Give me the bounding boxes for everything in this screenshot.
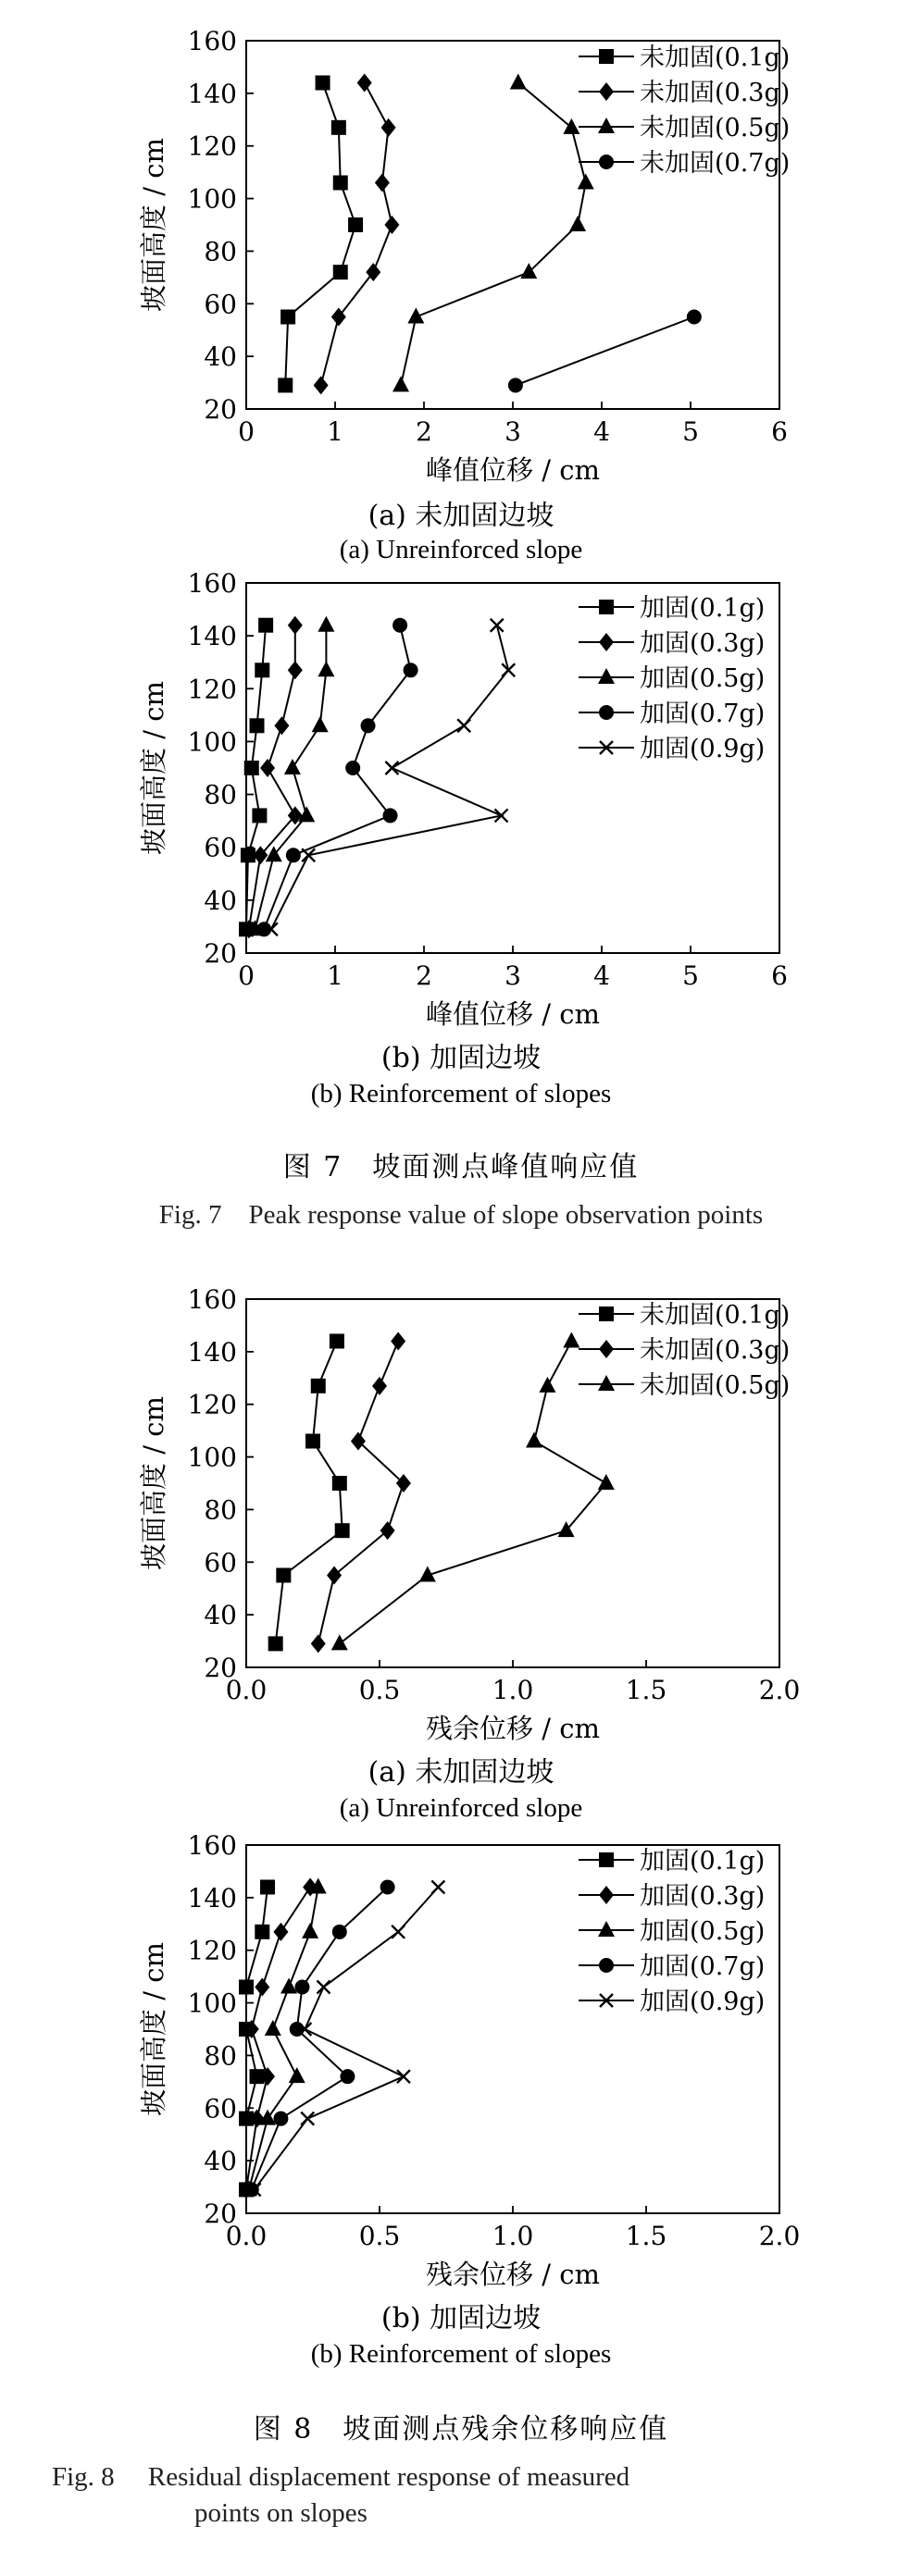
fig8b-series-4-point (244, 2182, 259, 2197)
fig7a-series-1-point (280, 310, 295, 325)
fig7b-legend-entry-5 (579, 735, 765, 763)
fig8a-series-3-point (526, 1432, 542, 1448)
fig8a-series-3 (331, 1331, 615, 1650)
fig8a-legend-entry-3 (579, 1371, 790, 1400)
fig7a-xtick-label: 2 (416, 416, 432, 447)
fig7b-series-5 (265, 619, 515, 936)
fig8b-legend-marker (598, 1921, 615, 1937)
fig7a-series-3-point (563, 118, 579, 134)
fig7a-xtick-label: 0 (238, 416, 255, 447)
fig7b-caption-en: (b) Reinforcement of slopes (310, 1079, 612, 1108)
fig8b-caption-cn: (b) 加固边坡 (380, 2302, 542, 2334)
fig7a-xtick-label: 5 (682, 416, 699, 447)
fig8b-ytick-label: 100 (187, 1988, 237, 2019)
fig8a-series-2-point (391, 1331, 405, 1350)
fig7a-legend-marker (599, 49, 614, 64)
fig7b-chart (138, 568, 788, 1030)
fig7a-series-3-line (401, 82, 586, 385)
fig8a-series-1-point (305, 1434, 320, 1449)
fig8a-legend-marker (598, 1375, 615, 1391)
fig7a-series-1 (278, 75, 363, 392)
fig7b-ytick-label: 100 (187, 726, 237, 758)
fig7b-series-4-line (264, 625, 410, 930)
fig8b-series-4-line (252, 1887, 388, 2189)
fig7a-legend-label: 未加固(0.5g) (640, 114, 791, 142)
fig7b-series-4-point (256, 922, 271, 936)
fig8b-series-4-point (340, 2069, 355, 2084)
fig7b-series-3-point (318, 616, 334, 632)
fig7b-legend-label: 加固(0.1g) (640, 594, 766, 623)
fig7a-xtick-label: 3 (505, 416, 521, 447)
fig7a-xtick-label: 4 (593, 416, 610, 447)
fig7-label-cn: 图 7 坡面测点峰值响应值 (282, 1151, 640, 1183)
fig8a-caption-en: (a) Unreinforced slope (339, 1793, 583, 1823)
fig7b-xtick-label: 6 (771, 960, 788, 991)
fig7a-series-2-point (381, 118, 396, 137)
fig7b-xtick-label: 5 (682, 960, 699, 991)
fig7a-series-1-point (333, 176, 348, 191)
fig8b-legend-entry-1 (579, 1847, 765, 1876)
fig8a-series-2-line (318, 1341, 404, 1643)
fig8a-ytick-label: 140 (187, 1336, 237, 1368)
fig8b-series-1-point (239, 1980, 254, 1995)
fig7a-ytick-label: 80 (204, 236, 237, 267)
fig7a-xtick-label: 1 (327, 416, 343, 447)
fig8a-series-1-point (332, 1476, 347, 1491)
fig8b-series-1-point (255, 1925, 269, 1939)
fig8a-series-2-point (396, 1474, 411, 1492)
fig8b-xtick-label: 0.5 (358, 2221, 401, 2251)
fig7a-series-3 (392, 73, 594, 391)
fig8a-legend-label: 未加固(0.3g) (640, 1336, 791, 1365)
fig7b-series-4 (256, 618, 417, 937)
fig7b-legend-marker (599, 705, 614, 720)
fig7a-series-3-point (569, 216, 586, 231)
fig8a-series-1-point (276, 1568, 291, 1583)
fig7a-legend-entry-4 (579, 149, 790, 178)
fig8a-ytick-label: 80 (204, 1494, 237, 1526)
fig8b-series-3-point (280, 1978, 297, 1994)
fig7a-series-1-point (316, 75, 330, 90)
fig8a-xtick-label: 1.0 (492, 1675, 534, 1705)
fig7a-ytick-label: 60 (204, 289, 237, 320)
fig8b-legend-entry-3 (579, 1917, 765, 1946)
fig7a-ytick-label: 20 (204, 394, 237, 425)
fig7b-series-1-point (250, 718, 265, 733)
fig7a-series-4 (508, 310, 702, 393)
fig7a-series-1-point (348, 217, 363, 232)
fig8b-legend-label: 加固(0.5g) (640, 1917, 766, 1946)
fig8a-series-2-point (351, 1432, 366, 1451)
fig7a-series-2-point (375, 174, 390, 192)
fig7a-legend-marker (598, 118, 615, 133)
fig8b-series-5-point (301, 2112, 314, 2125)
fig8b-xtick-label: 1.0 (492, 2221, 534, 2251)
fig8a-ytick-label: 100 (187, 1442, 237, 1473)
fig7a-series-1-point (333, 265, 348, 279)
fig7-label-en: Fig. 7 Peak response value of slope observation points (158, 1200, 764, 1230)
fig8a-chart (138, 1284, 800, 1744)
fig7a-series-1-point (278, 378, 293, 392)
fig7b-legend-entry-2 (579, 629, 765, 658)
fig7b-series-4-point (286, 848, 301, 862)
fig7a-series-3-point (510, 73, 527, 89)
fig8a-series-1-point (335, 1523, 350, 1538)
fig7b-series-2 (242, 616, 303, 939)
fig8a-legend-entry-1 (579, 1301, 790, 1330)
fig7b-legend-entry-3 (579, 664, 765, 693)
fig8a-series-2 (311, 1331, 411, 1653)
fig8b-ytick-label: 20 (204, 2198, 237, 2229)
fig8b-ytick-label: 40 (204, 2146, 237, 2177)
fig7a-ytick-label: 100 (187, 183, 237, 215)
fig7b-series-4-point (392, 618, 407, 633)
fig7b-series-5-point (502, 663, 515, 676)
fig8b-legend-marker (599, 1852, 614, 1867)
fig7b-series-2-point (288, 616, 303, 635)
fig7a-series-3-point (578, 174, 594, 190)
fig7b-xtick-label: 3 (505, 960, 521, 991)
fig8b-series-5-point (392, 1926, 405, 1938)
fig8a-series-3-point (598, 1474, 615, 1490)
fig8a-xtick-label: 0.5 (358, 1675, 401, 1705)
fig8b-series-4-point (290, 2022, 305, 2037)
fig7a-ylabel: 坡面高度 / cm (138, 138, 169, 312)
fig8a-series-2-point (311, 1634, 326, 1653)
fig7b-series-4-point (361, 718, 376, 733)
fig8b-series-1 (239, 1879, 275, 2197)
fig7b-series-3-point (318, 661, 334, 676)
fig8b-chart (138, 1830, 800, 2290)
fig7b-series-2-point (260, 759, 275, 777)
fig8a-series-2-point (372, 1377, 387, 1395)
fig8b-legend-label: 加固(0.9g) (640, 1988, 766, 2016)
fig8b-series-2-point (255, 1978, 269, 1997)
fig8b-series-4-point (332, 1925, 347, 1939)
fig8b-legend-entry-2 (579, 1882, 765, 1911)
fig8a-xtick-label: 1.5 (625, 1675, 667, 1705)
fig7b-ytick-label: 20 (204, 938, 237, 969)
fig8b-series-3-point (265, 2020, 281, 2036)
fig8a-series-1-point (268, 1636, 283, 1651)
fig7b-xtick-label: 2 (416, 960, 432, 991)
fig8b-series-4-point (273, 2112, 288, 2126)
fig7b-series-5-point (385, 762, 398, 774)
fig7b-series-3-point (312, 716, 329, 732)
fig7b-xtick-label: 4 (593, 960, 610, 991)
fig8b-legend-entry-4 (579, 1952, 765, 1981)
fig8b-xtick-label: 0.0 (225, 2221, 268, 2251)
fig8-label-cn: 图 8 坡面测点残余位移响应值 (253, 2413, 669, 2446)
fig8a-series-1-point (330, 1333, 344, 1348)
fig8a-xtick-label: 0.0 (225, 1675, 268, 1705)
fig7a-series-2-point (314, 376, 329, 394)
fig7b-xlabel: 峰值位移 / cm (426, 998, 600, 1030)
fig7a-series-2 (314, 73, 400, 394)
fig8b-legend-entry-5 (579, 1988, 765, 2016)
fig7b-xtick-label: 1 (327, 960, 343, 991)
fig7b-series-2-point (274, 716, 289, 735)
fig8b-ytick-label: 60 (204, 2093, 237, 2124)
fig8b-legend-label: 加固(0.7g) (640, 1952, 766, 1981)
fig8b-legend-label: 加固(0.3g) (640, 1882, 766, 1911)
fig8b-series-3-point (289, 2067, 305, 2083)
fig7a-legend-label: 未加固(0.7g) (640, 149, 791, 178)
fig7b-series-1-point (244, 761, 259, 775)
fig8a-series-1 (268, 1333, 350, 1651)
fig7a-chart (138, 26, 790, 486)
fig8-label-en-line1: Fig. 8 Residual displacement response of measured (52, 2462, 630, 2492)
fig8b-ytick-label: 120 (187, 1935, 237, 1966)
fig8a-xtick-label: 2.0 (758, 1675, 801, 1705)
fig7b-series-5-point (457, 719, 470, 732)
fig7b-ytick-label: 80 (204, 779, 237, 811)
fig7a-caption-cn: (a) 未加固边坡 (368, 500, 554, 532)
fig7a-xlabel: 峰值位移 / cm (426, 454, 600, 486)
fig8a-caption-cn: (a) 未加固边坡 (368, 1756, 554, 1789)
fig8b-legend-marker (599, 1886, 614, 1904)
fig7b-ytick-label: 120 (187, 674, 237, 705)
fig7a-series-2-point (384, 216, 399, 234)
fig7a-legend-marker (599, 155, 614, 169)
fig7a-ytick-label: 160 (187, 26, 237, 56)
fig7a-series-4-line (516, 317, 694, 386)
fig8b-series-4-point (380, 1879, 395, 1894)
fig7a-xtick-label: 6 (771, 416, 788, 447)
fig8b-ytick-label: 140 (187, 1882, 237, 1913)
fig7b-xtick-label: 0 (238, 960, 255, 991)
fig8b-caption-en: (b) Reinforcement of slopes (310, 2339, 612, 2369)
fig7b-caption-cn: (b) 加固边坡 (380, 1042, 542, 1074)
fig8a-series-3-point (539, 1377, 555, 1393)
fig7a-legend-label: 未加固(0.3g) (640, 79, 791, 107)
fig7b-ytick-label: 60 (204, 832, 237, 863)
fig7b-series-1-point (255, 663, 269, 677)
fig7b-ylabel: 坡面高度 / cm (138, 681, 169, 855)
fig7a-legend-label: 未加固(0.1g) (640, 43, 791, 72)
fig8a-series-3-point (331, 1634, 348, 1650)
fig8b-legend-marker (599, 1958, 614, 1973)
fig8b-legend-label: 加固(0.1g) (640, 1847, 766, 1876)
fig7b-legend-label: 加固(0.7g) (640, 700, 766, 728)
fig7a-series-4-point (687, 310, 702, 325)
fig7b-ytick-label: 140 (187, 621, 237, 652)
fig7b-series-4-point (404, 663, 418, 677)
fig8a-ytick-label: 40 (204, 1600, 237, 1631)
fig8b-series-3-point (302, 1923, 318, 1938)
fig8a-legend-entry-2 (579, 1336, 790, 1365)
fig7a-ytick-label: 140 (187, 78, 237, 109)
fig8a-legend-marker (599, 1307, 614, 1321)
fig8a-ytick-label: 60 (204, 1547, 237, 1579)
fig7a-legend-entry-3 (579, 114, 790, 142)
fig7a-legend-entry-1 (579, 43, 790, 72)
fig7b-series-1-point (252, 808, 267, 823)
fig7b-legend-entry-4 (579, 700, 765, 728)
fig8a-legend-label: 未加固(0.1g) (640, 1301, 791, 1330)
fig8b-ytick-label: 160 (187, 1830, 237, 1861)
fig8b-series-5-point (318, 1981, 330, 1994)
fig8b-ylabel: 坡面高度 / cm (138, 1942, 169, 2116)
fig8a-series-2-point (380, 1521, 395, 1540)
fig7a-series-2-point (357, 73, 372, 92)
fig7a-series-1-point (331, 120, 346, 135)
fig8a-legend-marker (599, 1340, 614, 1358)
fig7a-legend-entry-2 (579, 79, 790, 107)
fig8a-series-2-point (327, 1567, 342, 1585)
fig7a-ytick-label: 120 (187, 130, 237, 162)
fig7a-series-4-point (508, 378, 523, 392)
fig7b-ytick-label: 160 (187, 568, 237, 599)
fig7a-ytick-label: 40 (204, 341, 237, 373)
fig8a-ytick-label: 120 (187, 1389, 237, 1420)
fig8a-ylabel: 坡面高度 / cm (138, 1396, 169, 1570)
fig7b-series-4-point (345, 761, 360, 775)
fig7b-legend-label: 加固(0.9g) (640, 735, 766, 763)
fig8a-ytick-label: 160 (187, 1284, 237, 1315)
fig8b-xtick-label: 1.5 (625, 2221, 667, 2251)
fig8a-series-1-line (276, 1341, 343, 1643)
fig7b-legend-entry-1 (579, 594, 765, 623)
fig8b-series-5-point (397, 2070, 410, 2083)
fig7b-series-3-point (284, 759, 301, 774)
fig7a-series-3-point (392, 376, 409, 391)
fig8b-ytick-label: 80 (204, 2040, 237, 2072)
fig7b-legend-marker (599, 600, 614, 614)
fig8b-series-4-point (294, 1980, 309, 1995)
fig8a-series-1-point (311, 1379, 326, 1393)
fig7b-series-4-point (383, 808, 398, 823)
fig7a-caption-en: (a) Unreinforced slope (339, 535, 583, 564)
fig8b-xlabel: 残余位移 / cm (426, 2259, 600, 2290)
fig8-label-en-line2: points on slopes (194, 2498, 368, 2528)
fig8a-legend-label: 未加固(0.5g) (640, 1371, 791, 1400)
fig7b-legend-label: 加固(0.3g) (640, 629, 766, 658)
fig8b-series-5-point (431, 1880, 444, 1893)
fig7b-series-5-line (271, 625, 508, 930)
fig7b-ytick-label: 40 (204, 885, 237, 916)
fig8a-xlabel: 残余位移 / cm (426, 1713, 600, 1744)
fig8b-series-1-point (260, 1879, 275, 1894)
fig7b-legend-marker (598, 668, 615, 684)
fig7a-legend-marker (599, 82, 614, 101)
fig7b-legend-label: 加固(0.5g) (640, 664, 766, 693)
fig8a-series-3-point (563, 1331, 579, 1347)
fig7b-series-2-point (288, 661, 303, 679)
fig8a-ytick-label: 20 (204, 1653, 237, 1683)
fig7b-series-1-point (258, 618, 273, 633)
fig8b-xtick-label: 2.0 (758, 2221, 801, 2251)
fig7b-legend-marker (599, 633, 614, 651)
fig7b-series-5-point (491, 619, 504, 632)
